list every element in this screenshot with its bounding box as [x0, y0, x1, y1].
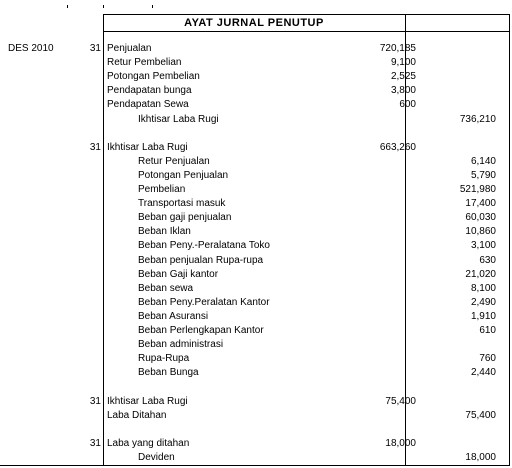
account-name: Potongan Pembelian	[107, 71, 200, 82]
account-name: Beban penjualan Rupa-rupa	[138, 255, 264, 266]
credit-amount: 75,400	[465, 410, 496, 421]
account-name: Ikhtisar Laba Rugi	[138, 114, 219, 125]
tick-mark	[152, 5, 153, 8]
account-name: Pendapatan bunga	[107, 85, 192, 96]
debit-amount: 2,525	[390, 71, 416, 82]
debit-amount	[340, 282, 416, 296]
header-bottom-border	[103, 31, 510, 32]
debit-amount	[340, 211, 416, 225]
account-name: Retur Pembelian	[107, 57, 182, 68]
account-name: Ikhtisar Laba Rugi	[107, 142, 188, 153]
debit-amount	[340, 155, 416, 169]
debit-amount	[340, 113, 416, 127]
entry-date: DES 2010	[8, 43, 54, 54]
account-name: Beban Bunga	[138, 367, 199, 378]
credit-amount	[430, 395, 496, 409]
debit-amount: 720,185	[379, 43, 416, 54]
credit-amount: 2,490	[470, 297, 496, 308]
account-name: Laba Ditahan	[107, 410, 167, 421]
credit-amount: 630	[479, 255, 496, 266]
debit-amount	[340, 451, 416, 465]
account-name: Beban Perlengkapan Kantor	[138, 325, 264, 336]
entry-day	[87, 84, 101, 98]
account-name: Retur Penjualan	[138, 156, 210, 167]
entry-day: 31	[89, 438, 101, 449]
debit-amount	[340, 380, 416, 394]
entry-day	[87, 352, 101, 366]
credit-amount: 760	[479, 353, 496, 364]
entry-day	[87, 380, 101, 394]
account-name: Rupa-Rupa	[138, 353, 190, 364]
entry-day	[87, 366, 101, 380]
credit-amount: 18,000	[465, 452, 496, 463]
entry-day	[87, 127, 101, 141]
table-bottom-border	[0, 465, 510, 466]
entry-day	[87, 239, 101, 253]
credit-amount: 60,030	[465, 212, 496, 223]
entry-day	[87, 225, 101, 239]
debit-amount: 18,000	[385, 438, 416, 449]
credit-amount: 2,440	[470, 367, 496, 378]
entry-day	[87, 183, 101, 197]
account-name: Beban Peny.Peralatan Kantor	[138, 297, 270, 308]
entry-day	[87, 169, 101, 183]
credit-amount: 10,860	[465, 226, 496, 237]
entry-day	[87, 423, 101, 437]
entry-day	[87, 70, 101, 84]
credit-amount	[430, 380, 496, 394]
debit-amount	[340, 239, 416, 253]
debit-amount: 3,800	[390, 85, 416, 96]
debit-amount	[340, 225, 416, 239]
debit-amount: 663,260	[379, 142, 416, 153]
entry-day: 31	[89, 142, 101, 153]
debit-amount	[340, 127, 416, 141]
credit-amount: 6,140	[470, 156, 496, 167]
account-name: Potongan Penjualan	[138, 170, 229, 181]
entry-day	[87, 113, 101, 127]
credit-amount	[430, 141, 496, 155]
entry-day	[87, 197, 101, 211]
account-name: Transportasi masuk	[138, 198, 226, 209]
credit-amount: 17,400	[465, 198, 496, 209]
debit-amount: 75,400	[385, 396, 416, 407]
entry-day	[87, 155, 101, 169]
debit-amount	[340, 352, 416, 366]
debit-amount: 9,100	[390, 57, 416, 68]
debit-amount	[340, 169, 416, 183]
entry-day	[87, 310, 101, 324]
entry-day	[87, 98, 101, 112]
account-name: Beban Asuransi	[138, 311, 209, 322]
credit-amount: 521,980	[459, 184, 496, 195]
debit-amount	[340, 296, 416, 310]
credit-amount	[430, 70, 496, 84]
entry-day: 31	[89, 396, 101, 407]
entry-day	[87, 282, 101, 296]
credit-amount: 21,020	[465, 269, 496, 280]
entry-day	[87, 254, 101, 268]
column-divider	[509, 14, 510, 466]
account-name: Laba yang ditahan	[107, 438, 190, 449]
account-name: Beban Iklan	[138, 226, 191, 237]
debit-amount	[340, 338, 416, 352]
debit-amount	[340, 409, 416, 423]
account-name: Beban Peny.-Peralatana Toko	[138, 240, 270, 251]
credit-amount: 610	[479, 325, 496, 336]
account-name: Beban Gaji kantor	[138, 269, 219, 280]
account-name: Beban sewa	[138, 283, 194, 294]
account-name: Pendapatan Sewa	[107, 99, 189, 110]
entry-day	[87, 451, 101, 465]
credit-amount	[430, 127, 496, 141]
entry-day	[87, 324, 101, 338]
credit-amount	[430, 98, 496, 112]
entry-day	[87, 296, 101, 310]
debit-amount	[340, 423, 416, 437]
debit-amount	[340, 310, 416, 324]
credit-amount	[430, 42, 496, 56]
tick-mark	[67, 5, 68, 8]
account-name: Beban administrasi	[138, 339, 224, 350]
account-name: Deviden	[138, 452, 175, 463]
entry-day	[87, 268, 101, 282]
entry-day	[87, 211, 101, 225]
entry-day	[87, 338, 101, 352]
debit-amount	[340, 183, 416, 197]
debit-amount	[340, 254, 416, 268]
credit-amount	[430, 56, 496, 70]
account-name: Penjualan	[107, 43, 152, 54]
debit-amount: 600	[399, 99, 416, 110]
credit-amount: 736,210	[459, 114, 496, 125]
entry-day	[87, 409, 101, 423]
credit-amount: 3,100	[470, 240, 496, 251]
debit-amount	[340, 366, 416, 380]
tick-mark	[103, 5, 104, 8]
credit-amount: 1,910	[470, 311, 496, 322]
page-title: AYAT JURNAL PENUTUP	[184, 17, 324, 29]
credit-amount	[430, 338, 496, 352]
credit-amount: 5,790	[470, 170, 496, 181]
credit-amount	[430, 423, 496, 437]
debit-amount	[340, 324, 416, 338]
debit-amount	[340, 268, 416, 282]
column-divider	[103, 14, 104, 466]
entry-day: 31	[89, 43, 101, 54]
account-name: Pembelian	[138, 184, 186, 195]
credit-amount: 8,100	[470, 283, 496, 294]
debit-amount	[340, 197, 416, 211]
credit-amount	[430, 437, 496, 451]
entry-day	[87, 56, 101, 70]
account-name: Beban gaji penjualan	[138, 212, 232, 223]
account-name: Ikhtisar Laba Rugi	[107, 396, 188, 407]
credit-amount	[430, 84, 496, 98]
